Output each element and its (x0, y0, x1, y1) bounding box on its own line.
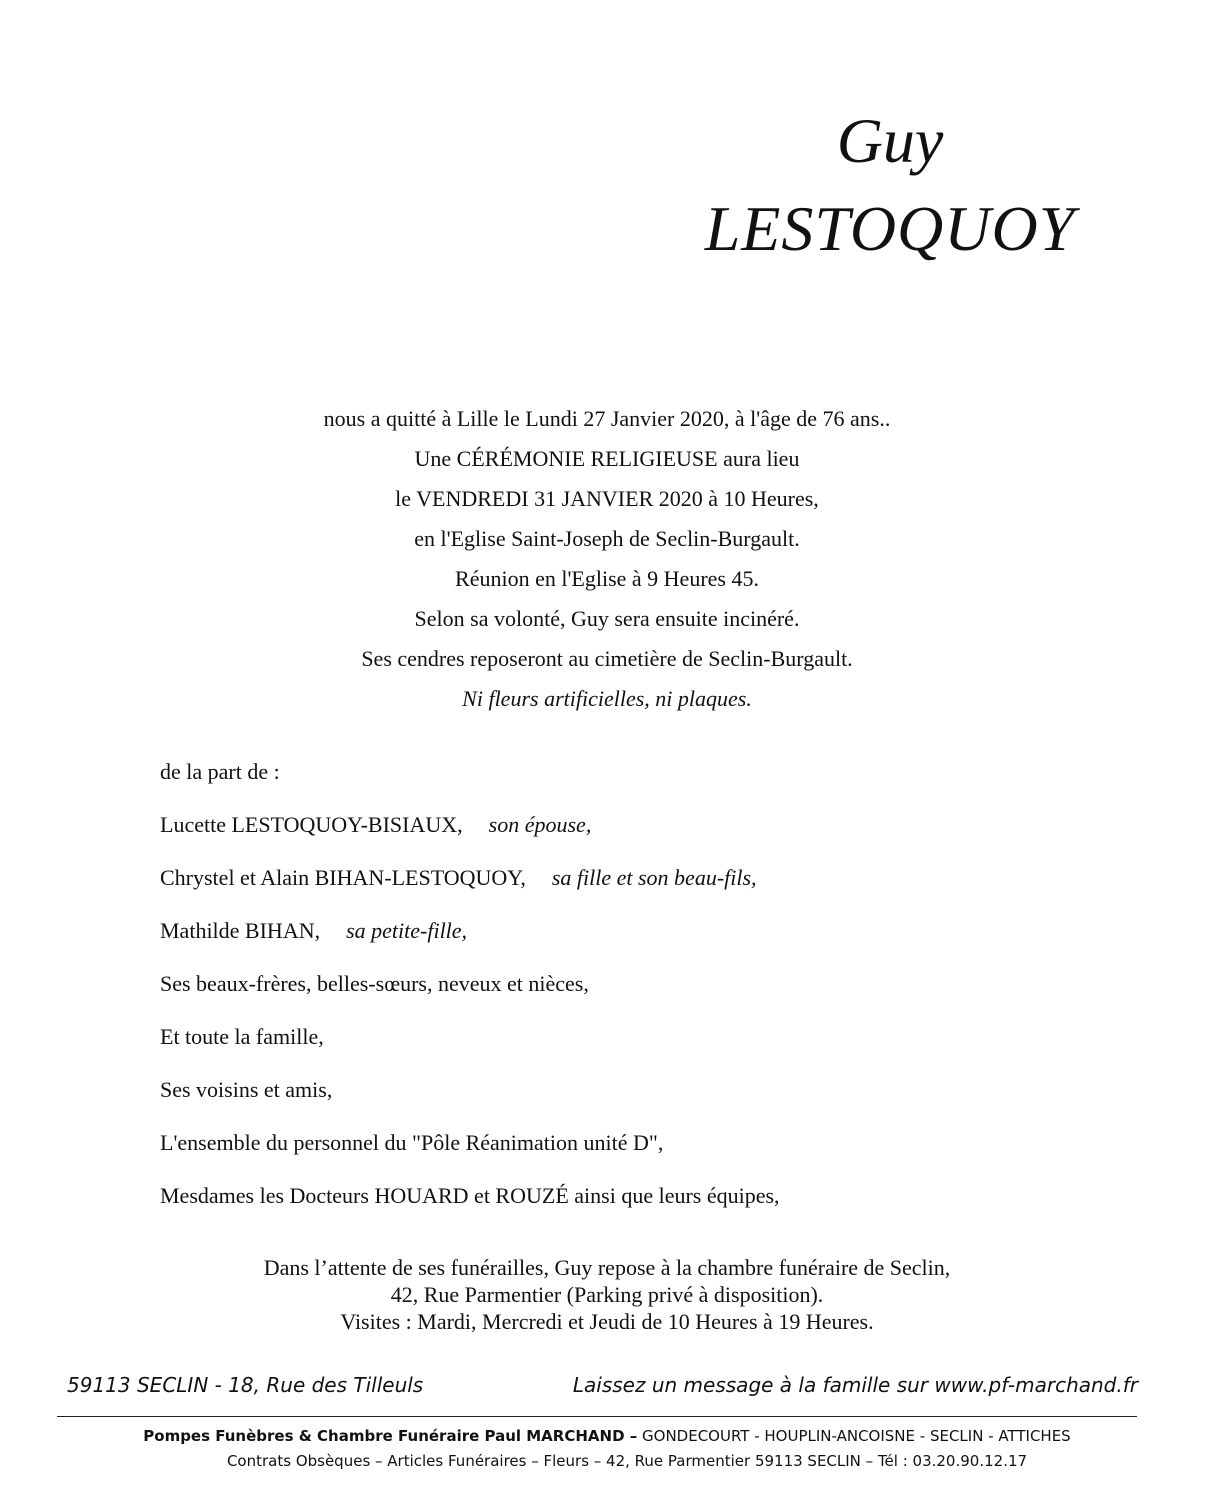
rest-info-line: Dans l’attente de ses funérailles, Guy repose à la chambre funéraire de Seclin, (263, 1255, 951, 1280)
family-name: Ses voisins et amis, (160, 1077, 333, 1102)
company-locations: GONDECOURT - HOUPLIN-ANCOISNE - SECLIN - ATTICHES (637, 1427, 1071, 1445)
family-row (160, 862, 780, 915)
rest-info-block (0, 1254, 1214, 1335)
family-row (160, 1074, 780, 1127)
announcement-line: Une CÉRÉMONIE RELIGIEUSE aura lieu (414, 446, 800, 471)
family-row (160, 809, 780, 862)
family-row (160, 968, 780, 1021)
family-relation: sa fille et son beau-fils, (551, 865, 757, 890)
family-name: L'ensemble du personnel du "Pôle Réanimation unité D", (160, 1130, 664, 1155)
rest-info-line: 42, Rue Parmentier (Parking privé à disposition). (390, 1282, 824, 1307)
announcement-line: le VENDREDI 31 JANVIER 2020 à 10 Heures, (395, 486, 819, 511)
family-name: Chrystel et Alain BIHAN-LESTOQUOY, (160, 865, 526, 890)
announcement-line: Réunion en l'Eglise à 9 Heures 45. (455, 566, 759, 591)
family-list (160, 809, 780, 1233)
footer-divider (57, 1416, 1137, 1417)
company-name: Pompes Funèbres & Chambre Funéraire Paul MARCHAND – (143, 1427, 638, 1445)
family-name: Lucette LESTOQUOY-BISIAUX, (160, 812, 463, 837)
family-name: Ses beaux-frères, belles-sœurs, neveux et nièces, (160, 971, 589, 996)
footer-message: Laissez un message à la famille sur www.pf-marchand.fr (572, 1373, 1138, 1397)
deceased-last-name: LESTOQUOY (704, 193, 1076, 264)
family-row (160, 915, 780, 968)
services-line: Contrats Obsèques – Articles Funéraires – Fleurs – 42, Rue Parmentier 59113 SECLIN – Tél : 03.20.90.12.17 (226, 1452, 1028, 1470)
from-label: de la part de : (160, 759, 280, 784)
rest-info-line: Visites : Mardi, Mercredi et Jeudi de 10 Heures à 19 Heures. (340, 1309, 874, 1334)
announcement-line: nous a quitté à Lille le Lundi 27 Janvier 2020, à l'âge de 76 ans.. (323, 406, 891, 431)
announcement-block (0, 399, 1214, 719)
family-relation: sa petite-fille, (346, 918, 468, 943)
no-flowers-note: Ni fleurs artificielles, ni plaques. (462, 686, 752, 711)
announcement-line: en l'Eglise Saint-Joseph de Seclin-Burgault. (414, 526, 800, 551)
family-row (160, 1127, 780, 1180)
deceased-first-name: Guy (836, 105, 944, 176)
family-name: Mathilde BIHAN, (160, 918, 321, 943)
announcement-line: Selon sa volonté, Guy sera ensuite incinéré. (414, 606, 800, 631)
announcement-line: Ses cendres reposeront au cimetière de Seclin-Burgault. (361, 646, 853, 671)
family-row (160, 1021, 780, 1074)
company-line (0, 1424, 1214, 1448)
footer-address: 59113 SECLIN - 18, Rue des Tilleuls (67, 1373, 424, 1397)
family-relation: son épouse, (488, 812, 592, 837)
family-row (160, 1180, 780, 1233)
family-name: Et toute la famille, (160, 1024, 324, 1049)
family-name: Mesdames les Docteurs HOUARD et ROUZÉ ainsi que leurs équipes, (160, 1183, 780, 1208)
